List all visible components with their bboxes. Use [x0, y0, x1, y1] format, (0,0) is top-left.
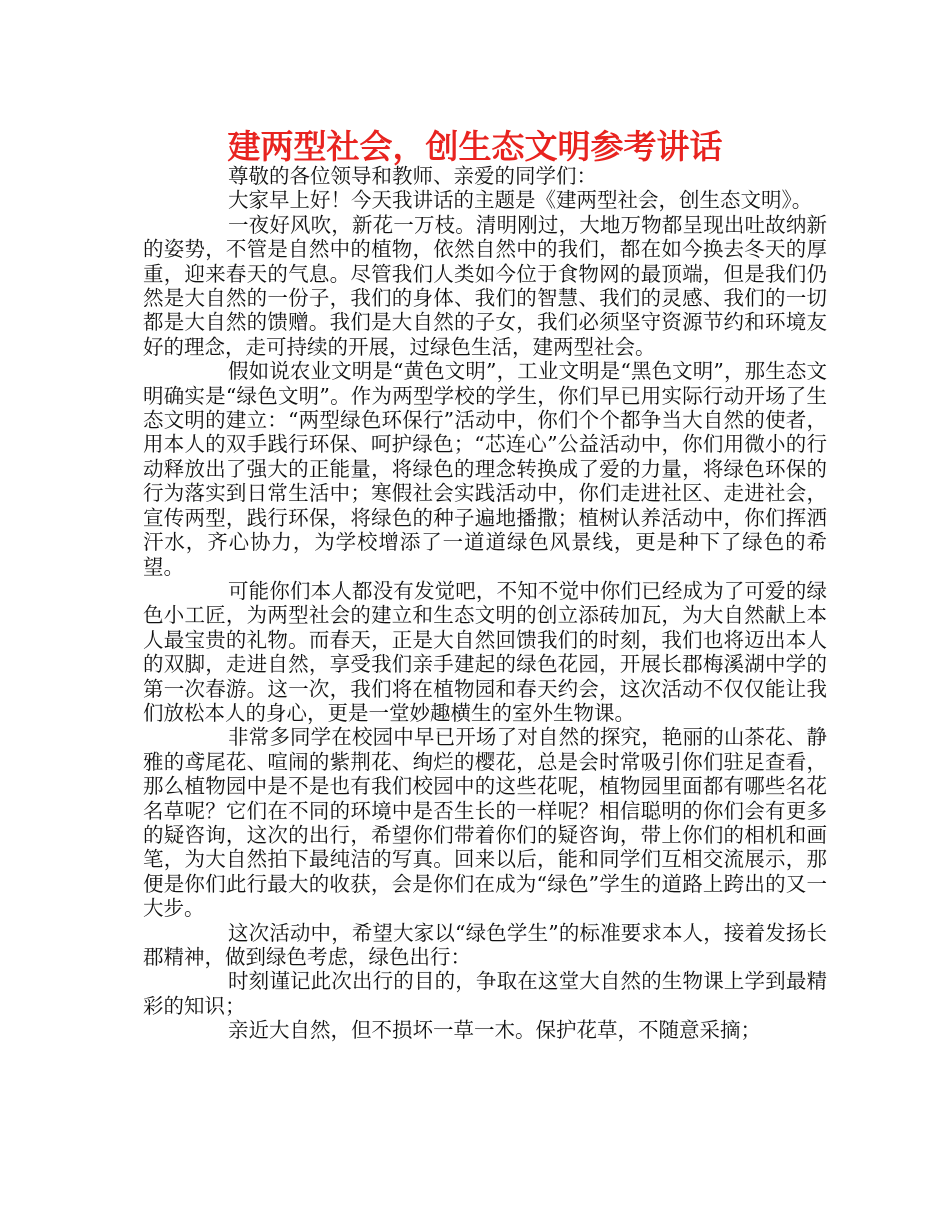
- body-paragraph: 亲近大自然，但不损坏一草一木。保护花草，不随意采摘；: [228, 1018, 761, 1043]
- body-paragraph: 一夜好风吹，新花一万枝。清明刚过，大地万物都呈现出吐故纳新的姿势，不管是自然中的植物，依然自然中的我们，都在如今换去冬天的厚重，迎来春天的气息。尽管我们人类如今位于食物网的最顶端，但是我们仍然是大自然的一份子，我们的身体、我们的智慧、我们的灵感、我们的一切都是大自然的馈赠。我们是大自然的子女，我们必须坚守资源节约和环境友好的理念，走可持续的开展，过绿色生活，建两型社会。: [143, 212, 827, 359]
- body-paragraph: 假如说农业文明是“黄色文明”，工业文明是“黑色文明”，那生态文明确实是“绿色文明”。作为两型学校的学生，你们早已用实际行动开场了生态文明的建立：“两型绿色环保行”活动中，你们个个都争当大自然的使者，用本人的双手践行环保、呵护绿色；“芯连心”公益活动中，你们用微小的行动释放出了强大的正能量，将绿色的理念转换成了爱的力量，将绿色环保的行为落实到日常生活中；寒假社会实践活动中，你们走进社区、走进社会，宣传两型，践行环保，将绿色的种子遍地播撒；植树认养活动中，你们挥洒汗水，齐心协力，为学校增添了一道道绿色风景线，更是种下了绿色的希望。: [143, 359, 827, 579]
- body-paragraph: 时刻谨记此次出行的目的，争取在这堂大自然的生物课上学到最精彩的知识；: [143, 969, 827, 1018]
- speech-body: [143, 164, 827, 1043]
- salutation-paragraph: 尊敬的各位领导和教师、亲爱的同学们：: [228, 164, 597, 188]
- body-paragraph: 非常多同学在校园中早已开场了对自然的探究，艳丽的山茶花、静雅的鸢尾花、喧闹的紫荆花、绚烂的樱花，总是会时常吸引你们驻足查看，那么植物园中是不是也有我们校园中的这些花呢，植物园里面都有哪些名花名草呢？它们在不同的环境中是否生长的一样呢？相信聪明的你们会有更多的疑咨询，这次的出行，希望你们带着你们的疑咨询，带上你们的相机和画笔，为大自然拍下最纯洁的写真。回来以后，能和同学们互相交流展示，那便是你们此行最大的收获，会是你们在成为“绿色”学生的道路上跨出的又一大步。: [143, 725, 827, 921]
- greeting-paragraph: 大家早上好！今天我讲话的主题是《建两型社会，创生态文明》。: [228, 188, 813, 213]
- page-title: 建两型社会，创生态文明参考讲话: [227, 127, 723, 166]
- body-paragraph: 可能你们本人都没有发觉吧，不知不觉中你们已经成为了可爱的绿色小工匠，为两型社会的建立和生态文明的创立添砖加瓦，为大自然献上本人最宝贵的礼物。而春天，正是大自然回馈我们的时刻，我们也将迈出本人的双脚，走进自然，享受我们亲手建起的绿色花园，开展长郡梅溪湖中学的第一次春游。这一次，我们将在植物园和春天约会，这次活动不仅仅能让我们放松本人的身心，更是一堂妙趣横生的室外生物课。: [143, 578, 827, 725]
- body-paragraph: 这次活动中，希望大家以“绿色学生”的标准要求本人，接着发扬长郡精神，做到绿色考虑，绿色出行：: [143, 920, 827, 969]
